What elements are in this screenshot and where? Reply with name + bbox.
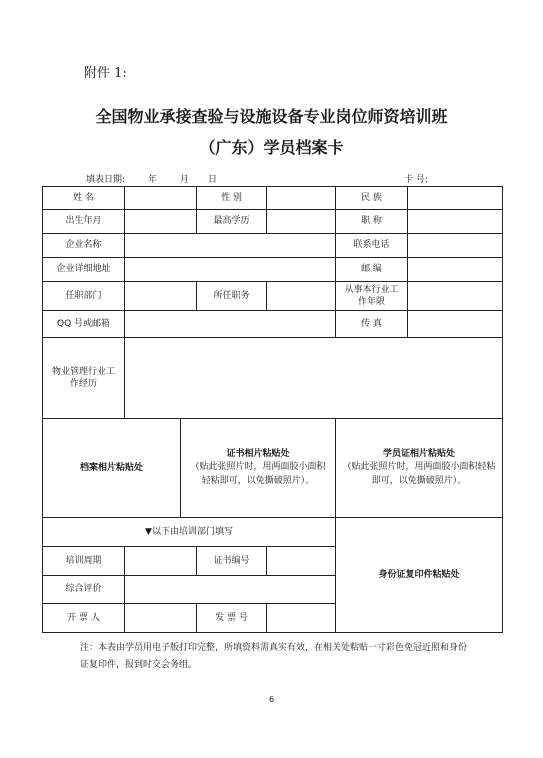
card-number-label: 卡 号: bbox=[404, 175, 428, 185]
company-field[interactable] bbox=[125, 234, 336, 258]
department-field[interactable] bbox=[125, 282, 197, 311]
industry-years-field[interactable] bbox=[408, 282, 503, 311]
invoice-number-label: 发 票 号 bbox=[197, 604, 267, 633]
postcode-label: 邮 编 bbox=[336, 258, 408, 282]
fill-year-label: 年 bbox=[148, 175, 158, 185]
phone-label: 联系电话 bbox=[336, 234, 408, 258]
fill-day-label: 日 bbox=[208, 175, 218, 185]
title-rank-field[interactable] bbox=[408, 210, 503, 234]
document-title-line1: 全国物业承接查验与设施设备专业岗位师资培训班 bbox=[95, 107, 448, 126]
qq-email-label: QQ 号或邮箱 bbox=[43, 311, 125, 338]
education-field[interactable] bbox=[267, 210, 336, 234]
postcode-field[interactable] bbox=[408, 258, 503, 282]
birth-field[interactable] bbox=[125, 210, 197, 234]
student-photo-note: （贴此张照片时，用两面胶小面积轻粘即可，以免撕破照片）。 bbox=[342, 461, 496, 487]
training-period-label: 培训周期 bbox=[43, 547, 125, 576]
archive-photo-area[interactable]: 档案相片粘贴处 bbox=[43, 419, 181, 518]
evaluation-label: 综合评价 bbox=[43, 576, 125, 604]
student-archive-form bbox=[42, 186, 503, 633]
invoicer-label: 开 票 人 bbox=[43, 604, 125, 633]
id-copy-area[interactable]: 身份证复印件粘贴处 bbox=[336, 518, 503, 633]
position-label: 所任职务 bbox=[197, 282, 267, 311]
industry-years-label: 从事本行业工作年限 bbox=[336, 282, 408, 311]
document-title-line2: （广东）学员档案卡 bbox=[199, 138, 344, 157]
position-field[interactable] bbox=[267, 282, 336, 311]
company-label: 企业名称 bbox=[43, 234, 125, 258]
experience-label: 物业管理行业工作经历 bbox=[43, 338, 125, 419]
evaluation-field[interactable] bbox=[125, 576, 336, 604]
ethnicity-field[interactable] bbox=[408, 187, 503, 210]
name-label: 姓 名 bbox=[43, 187, 125, 210]
cert-photo-note: （贴此张照片时，用两面胶小面积轻粘即可，以免撕破照片）。 bbox=[190, 461, 326, 487]
gender-label: 性 别 bbox=[197, 187, 267, 210]
ethnicity-label: 民 族 bbox=[336, 187, 408, 210]
gender-field[interactable] bbox=[267, 187, 336, 210]
student-photo-area[interactable] bbox=[336, 419, 503, 518]
training-period-field[interactable] bbox=[125, 547, 197, 576]
address-label: 企业详细地址 bbox=[43, 258, 125, 282]
birth-label: 出生年月 bbox=[43, 210, 125, 234]
cert-number-field[interactable] bbox=[267, 547, 336, 576]
experience-field[interactable] bbox=[125, 338, 503, 419]
student-photo-title: 学员证相片粘贴处 bbox=[382, 448, 455, 459]
cert-number-label: 证书编号 bbox=[197, 547, 267, 576]
department-label: 任职部门 bbox=[43, 282, 125, 311]
fax-label: 传 真 bbox=[336, 311, 408, 338]
footnote: 注：本表由学员用电子版打印完整，所填资料需真实有效，在相关处粘贴一寸彩色免冠近照和身份证复印件，报到时交会务组。 bbox=[80, 643, 468, 671]
fill-month-label: 月 bbox=[180, 175, 190, 185]
cert-photo-area[interactable] bbox=[181, 419, 336, 518]
page-number: 6 bbox=[268, 695, 275, 704]
fax-field[interactable] bbox=[408, 311, 503, 338]
education-label: 最高学历 bbox=[197, 210, 267, 234]
phone-field[interactable] bbox=[408, 234, 503, 258]
invoicer-field[interactable] bbox=[125, 604, 197, 633]
training-dept-header: ▼以下由培训部门填写 bbox=[43, 518, 336, 547]
fill-date-line bbox=[86, 172, 456, 186]
cert-photo-title: 证书相片粘贴处 bbox=[226, 448, 290, 459]
attachment-label: 附件 1: bbox=[84, 66, 127, 81]
title-rank-label: 职 称 bbox=[336, 210, 408, 234]
qq-email-field[interactable] bbox=[125, 311, 336, 338]
fill-date-label: 填表日期: bbox=[86, 175, 126, 185]
address-field[interactable] bbox=[125, 258, 336, 282]
name-field[interactable] bbox=[125, 187, 197, 210]
invoice-number-field[interactable] bbox=[267, 604, 336, 633]
